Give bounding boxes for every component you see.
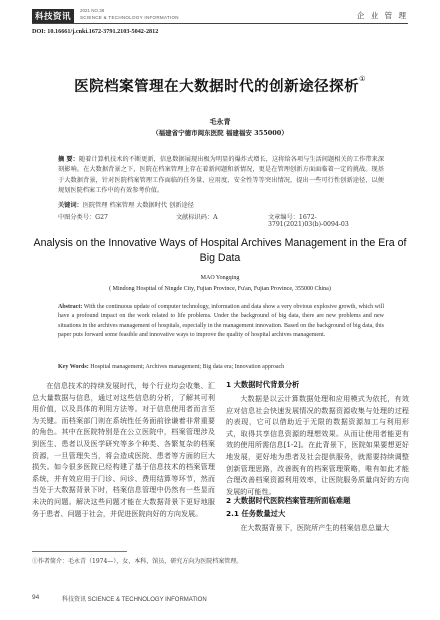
footnote: ①作者简介：毛永青（1974—），女，本科，馆员，研究方向为医院档案管理。 [32,558,243,565]
article-meta [58,212,384,228]
english-abstract [58,303,384,341]
running-footer: 科技资讯 SCIENCE & TECHNOLOGY INFORMATION [62,597,207,603]
abstract [58,155,384,197]
body-left-column: 在信息技术的持续发展时代，每个行业均会收集、汇总大量数据与信息，通过对这些信息的分析，了解其可利用价值，以及具体的利用方法等。对于信息使用者而言至为关键。而档案部门则在系统性任务面前徐谦着非常重要的角色。其中在医院特别是在公立医院中，档案管理涉及到医生、患者以及医学研究等多个种类、各繁复杂的档案资源，一旦管理失当，将会造成医院、患者等方面的巨大损失。如今很多医院已经构建了基于信息技术的档案管理系统，并有效应用于门诊、问诊、费用结算等环节，然而当处于大数据背景下时，档案信息管理中仍然有一些显而未决的问题。解决这些问题才能在大数据背景下更好地服务于患者、问题于社会，并促进医院向好的方向发展。 [32,381,215,518]
english-keywords-label: Key Words: [58,364,89,370]
journal-name-en: SCIENCE & TECHNOLOGY INFORMATION [80,15,179,20]
keywords-label: 关键词： [58,202,83,209]
article-title [32,75,408,96]
english-keywords [58,364,384,370]
title-footnote-mark: ① [359,75,366,83]
issue-number: 2021 NO.38 [80,8,105,13]
clc-number: 中图分类号：G27 [58,214,108,221]
abstract-label: 摘 要： [58,156,79,163]
section-label: 企 业 管 理 [356,11,408,20]
section-2-heading: 2 大数据时代医院档案管理所面临难题 [226,496,351,505]
section-1-body: 大数据是以云计算数据处理和应用模式为依托，有效应对信息社会快速发展情况的数据资源收集与处理的过程的表现，它可以借助近于无限的数据资源加工与利用形式，取得共享信息资源的理想效果。从而让使用者能更有效的使用所需信息[1-2]。在此背景下，医院如果要想更好地发展，更好地为患者及社会提供服务，就需要持续调整创新管理思路，改善既有的档案管理策略，唯有如此才能合理改善档案资源利用效率，让医院服务质量向好的方向发展的可能性。 [226,394,409,496]
keywords [58,200,384,209]
document-code: 文献标识码：A [176,214,218,221]
section-2-1-heading: 2.1 任务数量过大 [226,509,286,518]
english-author: MAO Yongqing [200,275,240,281]
english-keywords-text: Hospital management; Archives management; Big data era; Innovation approach [90,364,285,370]
section-1-heading: 1 大数据时代背景分析 [226,380,300,389]
english-title: Analysis on the Innovative Ways of Hospital Archives Management in the Era of Big Data [33,237,407,264]
page-number: 94 [32,594,40,601]
header-rule [32,23,408,24]
english-affiliation: ( Mindong Hospital of Ningde City, Fujian Province, Fu'an, Fujian Province, 355000 China) [109,286,331,292]
affiliation: （福建省宁德市闽东医院 福建福安 355000） [152,129,288,137]
abstract-text: 随着计算机技术的不断更新，信息数据展现出极为明显的爆炸式增长，这将给各项与生活间题相关的工作带来深刻影响。在大数据背景之下，医院在档案管理上存在着新间题和新情况，更是在管理创新方面面临着一定的挑战。现基于大数据背景，针对医院档案管理工作面临的任务量、应用度、安全性等等突出情况，提出一些可行性创新途径，以便规划医院档案工作中的有效参考价值。 [58,156,385,195]
footnote-rule [32,551,127,552]
article-number: 文章编号：1672-3791(2021)03(b)-0094-03 [268,214,349,228]
english-abstract-label: Abstract: [58,304,83,310]
running-header [32,7,408,29]
english-abstract-text: With the continuous update of computer technology, information and data show a very obvious explosive growth, which will have a profound impact on the work related to life problems. Under the background of big data, there are new problems and new situations in the archives management of hospitals, especially in the management innovation. Based on the background of big data, this paper puts forward some feasible and innovative ways to improve the quality of hospital archives management. [58,304,384,339]
article-title-text: 医院档案管理在大数据时代的创新途径探析 [74,79,360,95]
keywords-text: 医院管理 档案管理 大数据时代 创新途径 [82,202,194,209]
section-2-1-body: 在大数据背景下，医院所产生的档案信息总量大 [240,523,390,532]
doi: DOI: 10.16661/j.cnki.1672-3791.2103-5042-2812 [32,28,159,35]
journal-logo: 科技资讯 [32,9,74,23]
author: 毛永青 [209,117,231,126]
